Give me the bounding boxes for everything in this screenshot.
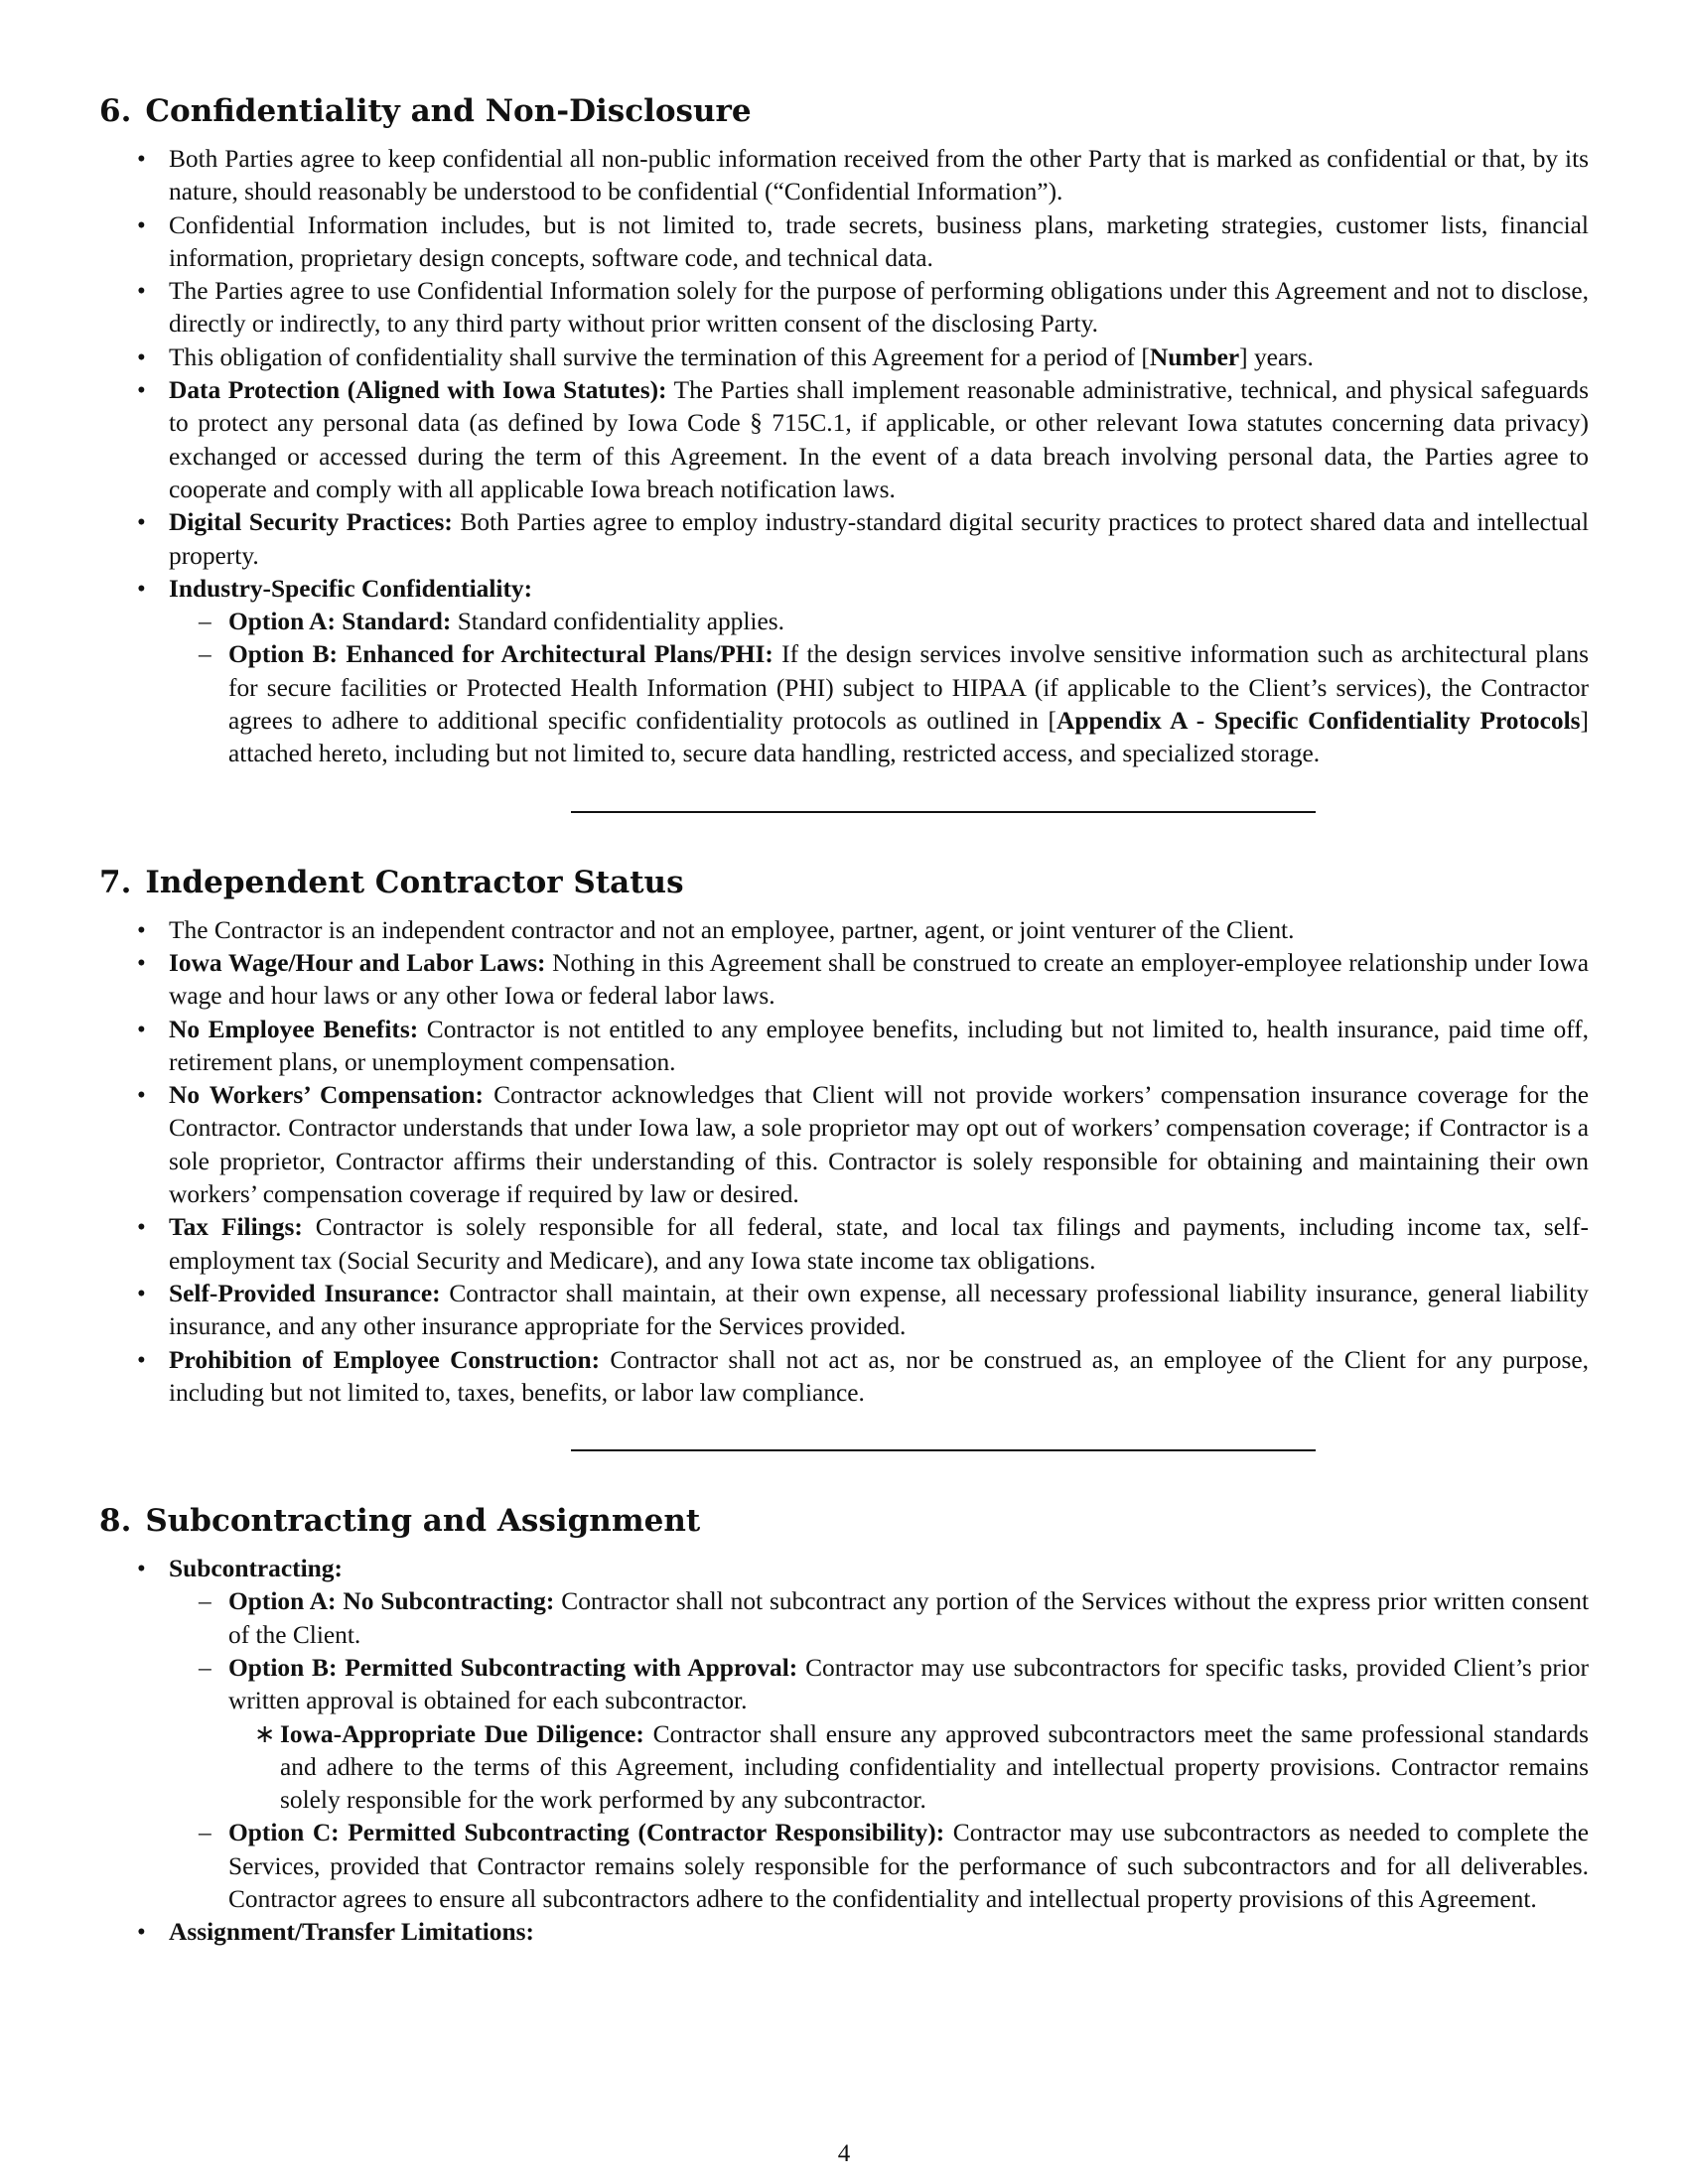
sub-list-item — [169, 606, 1589, 638]
list-item — [99, 1344, 1589, 1411]
item-text: Contractor is not entitled to any employee benefits, including but not limited to, health insurance, paid time off, retirement plans, or unemployment compensation. — [169, 1015, 1589, 1076]
item-text: Contractor shall maintain, at their own expense, all necessary professional liability insurance, general liability insurance, and any other insurance appropriate for the Services provided. — [169, 1279, 1589, 1341]
item-lead: Subcontracting: — [169, 1555, 343, 1583]
item-lead: Prohibition of Employee Construction: — [169, 1345, 601, 1374]
section-subcontracting — [99, 1499, 1589, 1950]
section-divider — [571, 1449, 1316, 1451]
item-lead: Option C: Permitted Subcontracting (Contractor Responsibility): — [228, 1819, 945, 1847]
item-lead: Iowa-Appropriate Due Diligence: — [280, 1719, 644, 1748]
item-text: ] years. — [1239, 342, 1314, 371]
item-text: Contractor may use subcontractors as needed to complete the Services, provided that Contractor remains solely responsible for the performance of such subcontractors and for all deliverables. Contractor agrees to ensure all subcontractors adhere to the confidentiality and intellectual property provisions of this Agreement. — [228, 1819, 1589, 1914]
list-item — [99, 947, 1589, 1014]
item-text: Standard confidentiality applies. — [451, 608, 784, 636]
list-item — [99, 914, 1589, 947]
section-heading — [99, 861, 1589, 904]
list-item — [99, 209, 1589, 276]
list-item — [99, 1014, 1589, 1080]
section-title: Independent Contractor Status — [145, 864, 684, 900]
item-lead: Iowa Wage/Hour and Labor Laws: — [169, 948, 546, 977]
item-text: Contractor acknowledges that Client will not provide workers’ compensation insurance coverage for the Contractor. Contractor understands that under Iowa law, a sole proprietor may opt out of workers’ compensation coverage; if Contractor is a sole proprietor, Contractor affirms their understanding of this. Contractor is solely responsible for obtaining and maintaining their own workers’ compensation coverage if required by law or desired. — [169, 1081, 1590, 1209]
section-heading — [99, 1499, 1589, 1543]
item-text: The Contractor is an independent contractor and not an employee, partner, agent, or joint venturer of the Client. — [169, 915, 1295, 944]
item-text: Contractor shall not subcontract any portion of the Services without the express prior written consent of the Client. — [228, 1587, 1589, 1649]
item-lead: Option B: Enhanced for Architectural Plans/PHI: — [228, 640, 774, 669]
section-independent-contractor — [99, 861, 1589, 1410]
sub-list — [169, 1585, 1589, 1916]
list-item — [99, 1211, 1589, 1278]
section-number: 8. — [99, 1503, 132, 1540]
sub-list-item — [169, 1652, 1589, 1817]
section-number: 6. — [99, 93, 132, 129]
item-text: Contractor shall not act as, nor be construed as, an employee of the Client for any purpose, including but not limited to, taxes, benefits, or labor law compliance. — [169, 1345, 1589, 1407]
placeholder-number: Number — [1149, 342, 1240, 371]
item-lead: Self-Provided Insurance: — [169, 1279, 441, 1307]
item-lead: Option A: Standard: — [228, 608, 452, 636]
list-item — [99, 374, 1589, 506]
list-item — [99, 1278, 1589, 1344]
appendix-reference: Appendix A - Specific Confidentiality Protocols — [1056, 707, 1581, 736]
page-number: 4 — [837, 2140, 851, 2167]
item-lead: No Workers’ Compensation: — [169, 1081, 485, 1110]
section-confidentiality — [99, 89, 1589, 771]
sub-list — [169, 606, 1589, 770]
section-title: Confidentiality and Non-Disclosure — [145, 93, 752, 129]
list-item — [99, 573, 1589, 771]
document-page — [99, 89, 1589, 1950]
list-item — [99, 1553, 1589, 1916]
sub-list-item — [169, 638, 1589, 770]
item-text: Contractor is solely responsible for all federal, state, and local tax filings and payments, including income tax, self-employment tax (Social Security and Medicare), and any Iowa state income tax obligations. — [169, 1213, 1590, 1275]
item-text: Confidential Information includes, but is not limited to, trade secrets, business plans, marketing strategies, customer lists, financial information, proprietary design concepts, software code, and technical data. — [169, 210, 1589, 272]
item-text: If the design services involve sensitive information such as architectural plans for secure facilities or Protected Health Information (PHI) subject to HIPAA (if applicable to the Client’s services), the Contractor agrees to adhere to additional specific confidentiality protocols as outlined in [ — [228, 640, 1589, 736]
item-lead: No Employee Benefits: — [169, 1015, 419, 1043]
list-item — [99, 1916, 1589, 1949]
list-item — [99, 506, 1589, 573]
item-text: Both Parties agree to employ industry-standard digital security practices to protect shared data and intellectual property. — [169, 508, 1589, 570]
item-lead: Option A: No Subcontracting: — [228, 1587, 555, 1616]
section-title: Subcontracting and Assignment — [145, 1503, 701, 1540]
item-text: Contractor may use subcontractors for specific tasks, provided Client’s prior written approval is obtained for each subcontractor. — [228, 1653, 1589, 1715]
item-text: The Parties shall implement reasonable administrative, technical, and physical safeguards to protect any personal data (as defined by Iowa Code § 715C.1, if applicable, or other relevant Iowa statutes concerning data privacy) exchanged or accessed during the term of this Agreement. In the event of a data breach involving personal data, the Parties agree to cooperate and comply with all applicable Iowa breach notification laws. — [169, 376, 1589, 503]
item-text: Both Parties agree to keep confidential all non-public information received from the other Party that is marked as confidential or that, by its nature, should reasonably be understood to be confidential (“Confidential Information”). — [169, 145, 1589, 206]
bullet-list — [99, 143, 1589, 771]
item-text: Nothing in this Agreement shall be construed to create an employer-employee relationship under Iowa wage and hour laws or any other Iowa or federal labor laws. — [169, 948, 1589, 1011]
section-number: 7. — [99, 864, 132, 900]
sub-list-item — [169, 1817, 1589, 1916]
item-text: The Parties agree to use Confidential Information solely for the purpose of performing obligations under this Agreement and not to disclose, directly or indirectly, to any third party without prior written consent of the disclosing Party. — [169, 277, 1589, 339]
list-item — [99, 275, 1589, 341]
sub-sub-list-item — [228, 1718, 1589, 1818]
section-heading — [99, 89, 1589, 133]
item-lead: Data Protection (Aligned with Iowa Statutes): — [169, 376, 667, 405]
sub-list-item — [169, 1585, 1589, 1652]
item-text: This obligation of confidentiality shall survive the termination of this Agreement for a period of [ — [169, 342, 1150, 371]
item-text: Contractor shall ensure any approved subcontractors meet the same professional standards and adhere to the terms of this Agreement, including confidentiality and intellectual property provisions. Contractor remains solely responsible for the work performed by any subcontractor. — [280, 1719, 1590, 1815]
item-lead: Digital Security Practices: — [169, 508, 453, 537]
item-lead: Industry-Specific Confidentiality: — [169, 574, 533, 603]
list-item — [99, 143, 1589, 209]
sub-sub-list — [228, 1718, 1589, 1818]
item-lead: Assignment/Transfer Limitations: — [169, 1918, 534, 1947]
item-lead: Tax Filings: — [169, 1213, 303, 1242]
list-item — [99, 341, 1589, 374]
section-divider — [571, 811, 1316, 813]
bullet-list — [99, 914, 1589, 1410]
item-lead: Option B: Permitted Subcontracting with Approval: — [228, 1653, 798, 1682]
list-item — [99, 1079, 1589, 1211]
item-text: ] attached hereto, including but not limited to, secure data handling, restricted access, and specialized storage. — [228, 707, 1589, 768]
bullet-list — [99, 1553, 1589, 1950]
